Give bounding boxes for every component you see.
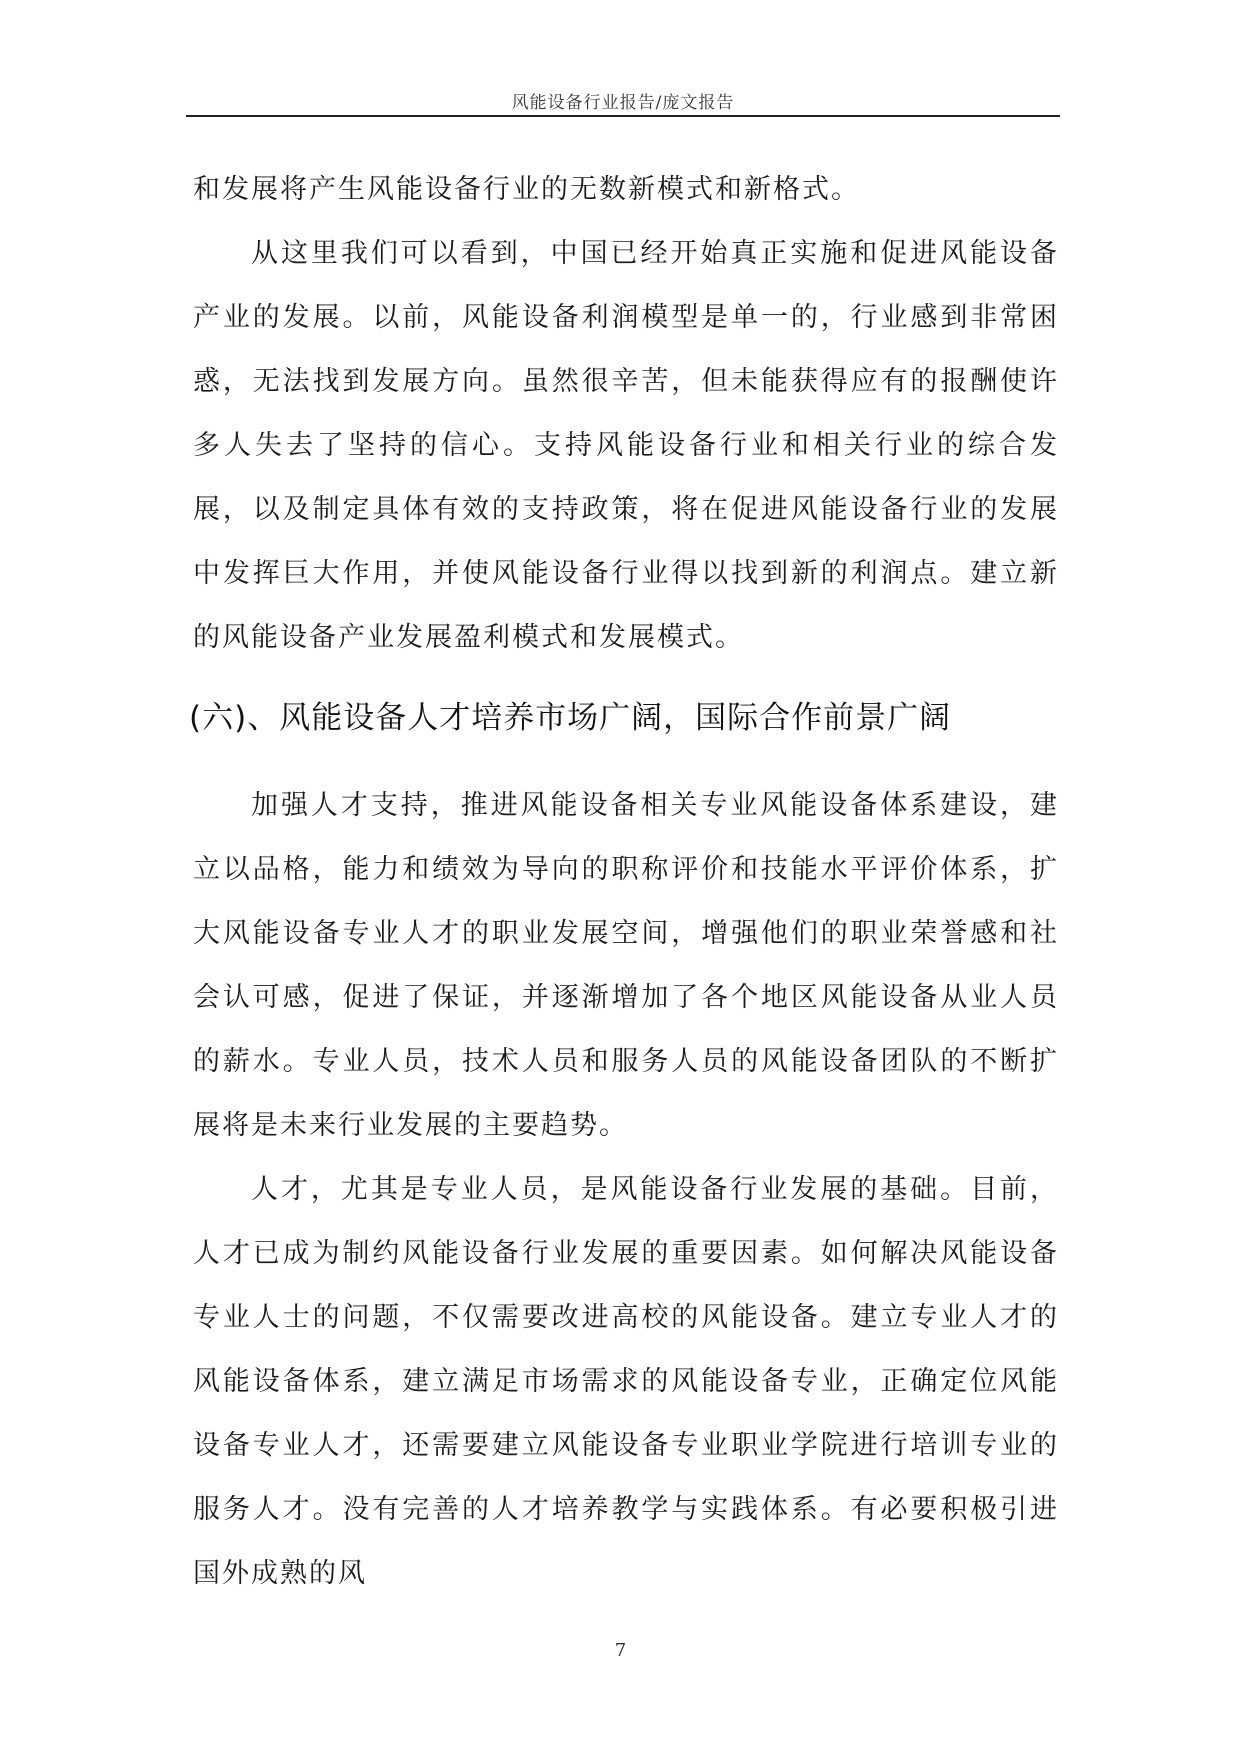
section-heading: (六)、风能设备人才培养市场广阔，国际合作前景广阔 — [189, 700, 952, 736]
paragraph: 加强人才支持，推进风能设备相关专业风能设备体系建设，建立以品格，能力和绩效为导向的职称评价和技能水平评价体系，扩大风能设备专业人才的职业发展空间，增强他们的职业荣誉感和社会认可感，促进了保证，并逐渐增加了各个地区风能设备从业人员的薪水。专业人员，技术人员和服务人员的风能设备团队的不断扩展将是未来行业发展的主要趋势。 — [193, 790, 1059, 1141]
paragraph: 人才，尤其是专业人员，是风能设备行业发展的基础。目前，人才已成为制约风能设备行业发展的重要因素。如何解决风能设备专业人士的问题，不仅需要改进高校的风能设备。建立专业人才的风能设备体系，建立满足市场需求的风能设备专业，正确定位风能设备专业人才，还需要建立风能设备专业职业学院进行培训专业的服务人才。没有完善的人才培养教学与实践体系。有必要积极引进国外成熟的风 — [193, 1174, 1059, 1589]
paragraph-continuation: 和发展将产生风能设备行业的无数新模式和新格式。 — [193, 174, 860, 205]
running-header: 风能设备行业报告/庞文报告 — [511, 93, 735, 113]
header-divider — [186, 115, 1060, 117]
body-text — [189, 158, 1059, 1606]
paragraph: 从这里我们可以看到，中国已经开始真正实施和促进风能设备产业的发展。以前，风能设备利润模型是单一的，行业感到非常困惑，无法找到发展方向。虽然很辛苦，但未能获得应有的报酬使许多人失去了坚持的信心。支持风能设备行业和相关行业的综合发展，以及制定具体有效的支持政策，将在促进风能设备行业的发展中发挥巨大作用，并使风能设备行业得以找到新的利润点。建立新的风能设备产业发展盈利模式和发展模式。 — [193, 238, 1059, 653]
page-number: 7 — [614, 1640, 627, 1661]
